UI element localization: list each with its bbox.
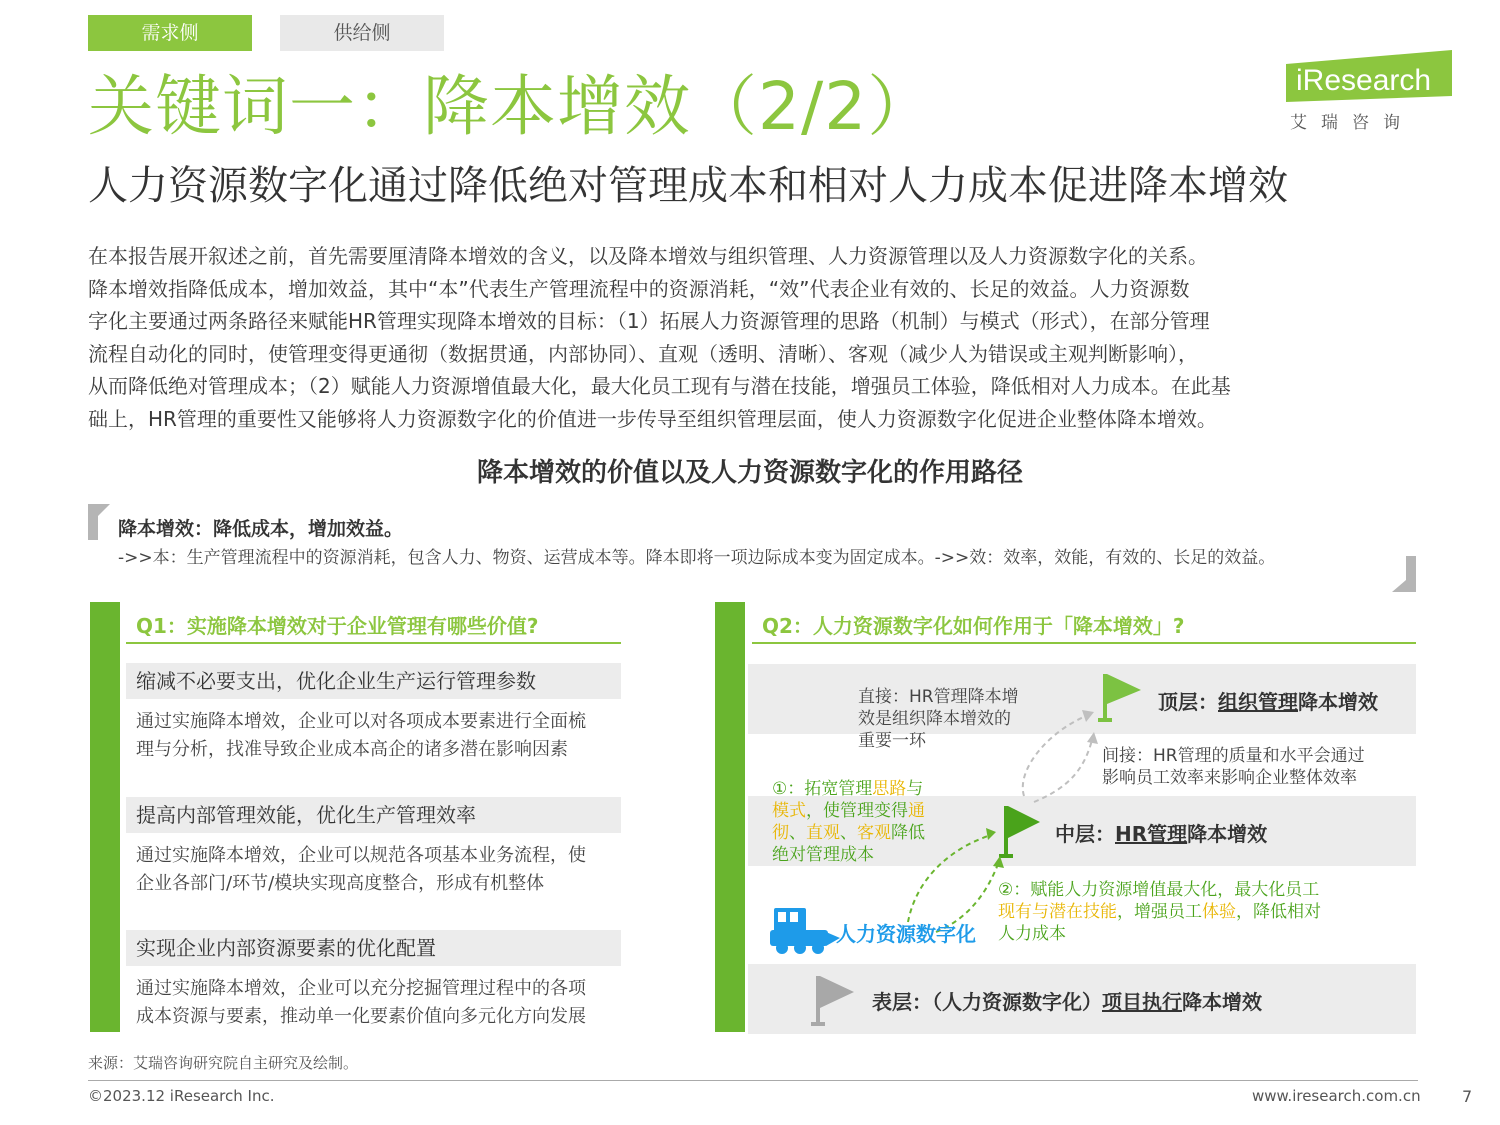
tab-demand-side[interactable]: 需求侧 xyxy=(88,15,252,51)
q1-item-body-line: 通过实施降本增效，企业可以对各项成本要素进行全面梳 xyxy=(136,711,586,732)
q1-title: Q1：实施降本增效对于企业管理有哪些价值? xyxy=(136,614,539,638)
flag-icon-bottom xyxy=(811,976,854,1026)
intro-text xyxy=(88,240,1418,435)
flag-icon-middle xyxy=(999,806,1040,858)
q1-item-body xyxy=(136,842,616,898)
indirect-note: 间接：HR管理的质量和水平会通过 影响员工效率来影响企业整体效率 xyxy=(1102,746,1365,788)
tab-supply-side[interactable]: 供给侧 xyxy=(280,15,444,51)
engine-icon xyxy=(770,908,840,954)
intro-line: 降本增效指降低成本，增加效益，其中“本”代表生产管理流程中的资源消耗，“效”代表企业有效的、长足的效益。人力资源数 xyxy=(88,276,1190,301)
q1-accent-bar xyxy=(90,602,120,1032)
top-level-label: 顶层：组织管理降本增效 xyxy=(1158,690,1378,714)
definition-desc: ->>本：生产管理流程中的资源消耗，包含人力、物资、运营成本等。降本即将一项边际成本变为固定成本。->>效：效率，效能，有效的、长足的效益。 xyxy=(118,548,1276,568)
logo-brand-text: iResearch xyxy=(1296,64,1432,97)
q1-item-body-line: 企业各部门/环节/模块实现高度整合，形成有机整体 xyxy=(136,873,545,894)
q1-item-body xyxy=(136,708,616,764)
q1-item-body xyxy=(136,975,616,1031)
direct-note: 直接：HR管理降本增 效是组织降本增效的 重要一环 xyxy=(858,687,1019,751)
q2-divider xyxy=(752,642,1416,644)
page-number: 7 xyxy=(1462,1087,1473,1106)
footer-copyright: ©2023.12 iResearch Inc. xyxy=(88,1087,275,1105)
engine-label: 人力资源数字化 xyxy=(836,922,976,946)
page-title: 关键词一：降本增效（2/2） xyxy=(88,68,935,145)
q1-item-body-line: 成本资源与要素，推动单一化要素价值向多元化方向发展 xyxy=(136,1006,586,1027)
page-subtitle: 人力资源数字化通过降低绝对管理成本和相对人力成本促进降本增效 xyxy=(88,163,1288,209)
q2-accent-bar xyxy=(715,602,745,1032)
footer-divider xyxy=(88,1080,1418,1081)
corner-bracket-bottom-right xyxy=(1392,556,1416,592)
q1-item-body-line: 通过实施降本增效，企业可以规范各项基本业务流程，使 xyxy=(136,845,586,866)
iresearch-logo xyxy=(1282,50,1456,106)
path2-note: ②：赋能人力资源增值最大化，最大化员工 现有与潜在技能，增强员工体验，降低相对 人力成本 xyxy=(998,880,1321,944)
q1-divider xyxy=(126,642,621,644)
q1-item-body-line: 理与分析，找准导致企业成本高企的诸多潜在影响因素 xyxy=(136,739,568,760)
intro-line: 流程自动化的同时，使管理变得更通彻（数据贯通，内部协同）、直观（透明、清晰）、客观（减少人为错误或主观判断影响）， xyxy=(88,341,1198,366)
footer-url[interactable]: www.iresearch.com.cn xyxy=(1252,1087,1421,1105)
flag-icon-top xyxy=(1098,674,1141,722)
q2-title: Q2：人力资源数字化如何作用于「降本增效」? xyxy=(762,614,1185,638)
corner-bracket-top-left xyxy=(88,504,110,540)
q1-item-head: 实现企业内部资源要素的优化配置 xyxy=(126,930,621,966)
intro-line: 字化主要通过两条路径来赋能HR管理实现降本增效的目标：（1）拓展人力资源管理的思路（机制）与模式（形式），在部分管理 xyxy=(88,309,1210,333)
definition-title: 降本增效：降低成本，增加效益。 xyxy=(118,518,404,540)
middle-level-label: 中层：HR管理降本增效 xyxy=(1055,822,1268,846)
logo-cn-text: 艾瑞咨询 xyxy=(1290,113,1414,133)
q1-item-head: 缩减不必要支出，优化企业生产运行管理参数 xyxy=(126,663,621,699)
q1-item-head: 提高内部管理效能，优化生产管理效率 xyxy=(126,797,621,833)
q1-item-body-line: 通过实施降本增效，企业可以充分挖掘管理过程中的各项 xyxy=(136,978,586,999)
path1-note: ①：拓宽管理思路与 模式，使管理变得通 彻、直观、客观降低 绝对管理成本 xyxy=(772,779,925,865)
intro-line: 从而降低绝对管理成本；（2）赋能人力资源增值最大化，最大化员工现有与潜在技能，增强员工体验，降低相对人力成本。在此基 xyxy=(88,374,1231,398)
intro-line: 在本报告展开叙述之前，首先需要厘清降本增效的含义，以及降本增效与组织管理、人力资源管理以及人力资源数字化的关系。 xyxy=(88,244,1208,268)
source-note: 来源：艾瑞咨询研究院自主研究及绘制。 xyxy=(88,1054,359,1072)
intro-line: 础上，HR管理的重要性又能够将人力资源数字化的价值进一步传导至组织管理层面，使人力资源数字化促进企业整体降本增效。 xyxy=(88,406,1217,431)
bottom-level-label: 表层：（人力资源数字化）项目执行降本增效 xyxy=(872,990,1262,1014)
section-title: 降本增效的价值以及人力资源数字化的作用路径 xyxy=(476,458,1023,488)
